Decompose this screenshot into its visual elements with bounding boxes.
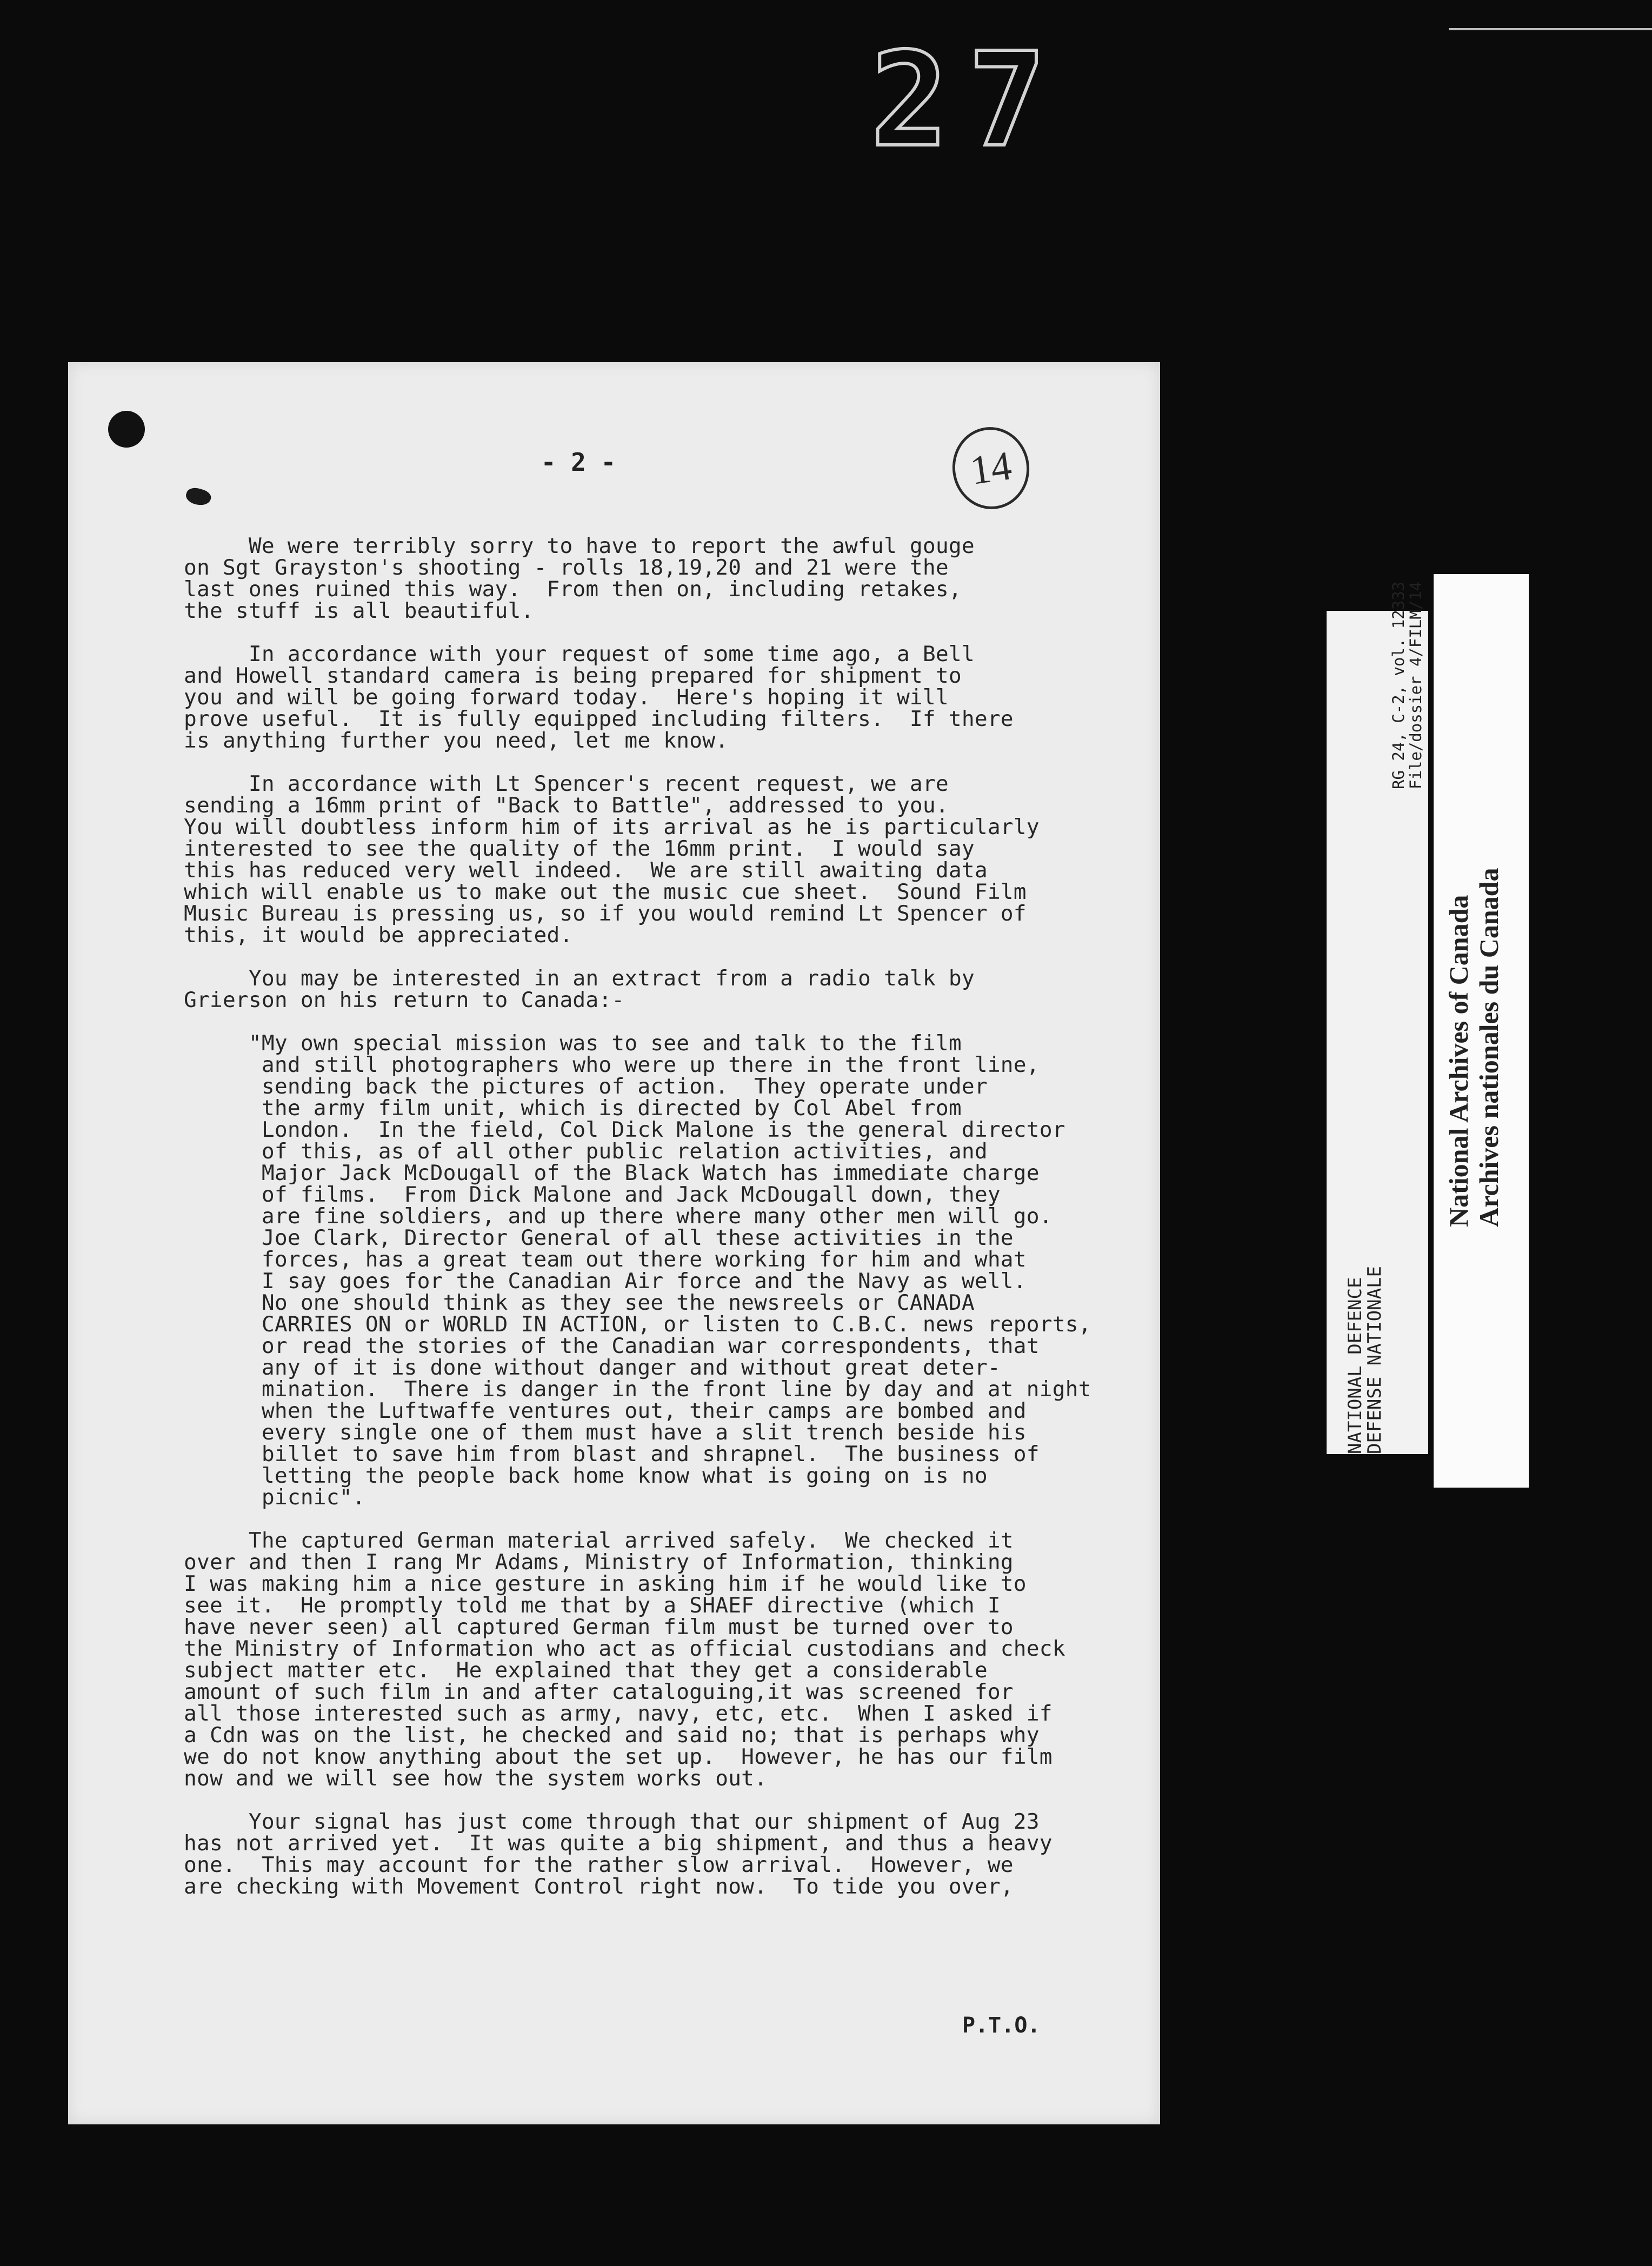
punch-hole [108, 411, 145, 448]
please-turn-over: P.T.O. [962, 2013, 1041, 2038]
paragraph-gouge: We were terribly sorry to have to report the awful gouge on Sgt Grayston's shooting - rolls 18,19,20 and 21 were the last ones ruined this way. From then on, including retakes, the stuff is all beautiful. [184, 534, 975, 623]
quoted-extract: "My own special mission was to see and talk to the film and still photographers who were up there in the front line, sending back the pictures of action. They operate under the army film unit, which is directed by Col Abel from London. In the field, Col Dick Malone is the general director of this, as of all other public relation activities, and Major Jack McDougall of the Black Watch has immediate charge of films. From Dick Malone and Jack McDougall down, they are fine soldiers, and up there where many other men will go. Joe Clark, Director General of all these activities in the forces, has a great team out there working for him and what I say goes for the Canadian Air force and the Navy as well. No one should think as they see the newsreels or CANADA CARRIES ON or WORLD IN ACTION, or listen to C.B.C. news reports, or read the stories of the Canadian war correspondents, that any of it is done without danger and without great deter- mination. There is danger in the front line by day and at night when the Luftwaffe ventures out, their camps are bombed and every single one of them must have a slit trench beside his billet to save him from blast and shrapnel. The business of letting the people back home know what is going on is no picnic". [248, 1031, 1091, 1510]
defence-label-fr: DEFENSE NATIONALE [1364, 1266, 1385, 1454]
archive-reference-volume: RG 24, C-2, vol. 12333 [1389, 581, 1408, 789]
frame-top-rule [1449, 28, 1652, 30]
paragraph-captured-material: The captured German material arrived safely. We checked it over and then I rang Mr Adams, Ministry of Information, thinking I was making him a nice gesture in asking him if he would like to see it. He promptly told me that by a SHAEF directive (which I have never seen) all captured German film must be turned over to the Ministry of Information who act as official custodians and check subject matter etc. He explained that they get a considerable amount of such film in and after cataloguing,it was screened for all those interested such as army, navy, etc, etc. When I asked if a Cdn was on the list, he checked and said no; that is perhaps why we do not know anything about the set up. However, he has our film now and we will see how the system works out. [184, 1528, 1065, 1791]
page-number: - 2 - [541, 448, 616, 477]
letter-body [184, 535, 1157, 1897]
defence-label-en: NATIONAL DEFENCE [1344, 1277, 1366, 1454]
paragraph-radio-intro: You may be interested in an extract from a radio talk by Grierson on his return to Canada:- [184, 966, 975, 1012]
archive-reference-file: File/dossier 4/FILM/14 [1407, 581, 1425, 789]
paragraph-shipment: Your signal has just come through that our shipment of Aug 23 has not arrived yet. It was quite a big shipment, and thus a heavy one. This may account for the rather slow arrival. However, we are checking with Movement Control right now. To tide you over, [184, 1809, 1053, 1899]
handwritten-folio-number: 14 [947, 422, 1035, 514]
archives-label-fr: Archives nationales du Canada [1474, 868, 1504, 1227]
paragraph-print: In accordance with Lt Spencer's recent request, we are sending a 16mm print of "Back to Battle", addressed to you. You will doubtless inform him of its arrival as he is particularly interested to see the quality of the 16mm print. I would say this has reduced very well indeed. We are still awaiting data which will enable us to make out the music cue sheet. Sound Film Music Bureau is pressing us, so if you would remind Lt Spencer of this, it would be appreciated. [184, 771, 1040, 948]
paragraph-camera: In accordance with your request of some time ago, a Bell and Howell standard camera is being prepared for shipment to you and will be going forward today. Here's hoping it will prove useful. It is fully equipped including filters. If there is anything further you need, let me know. [184, 642, 1014, 753]
archives-label-en: National Archives of Canada [1443, 895, 1474, 1227]
microfilm-frame-number: 27 [870, 24, 1065, 176]
